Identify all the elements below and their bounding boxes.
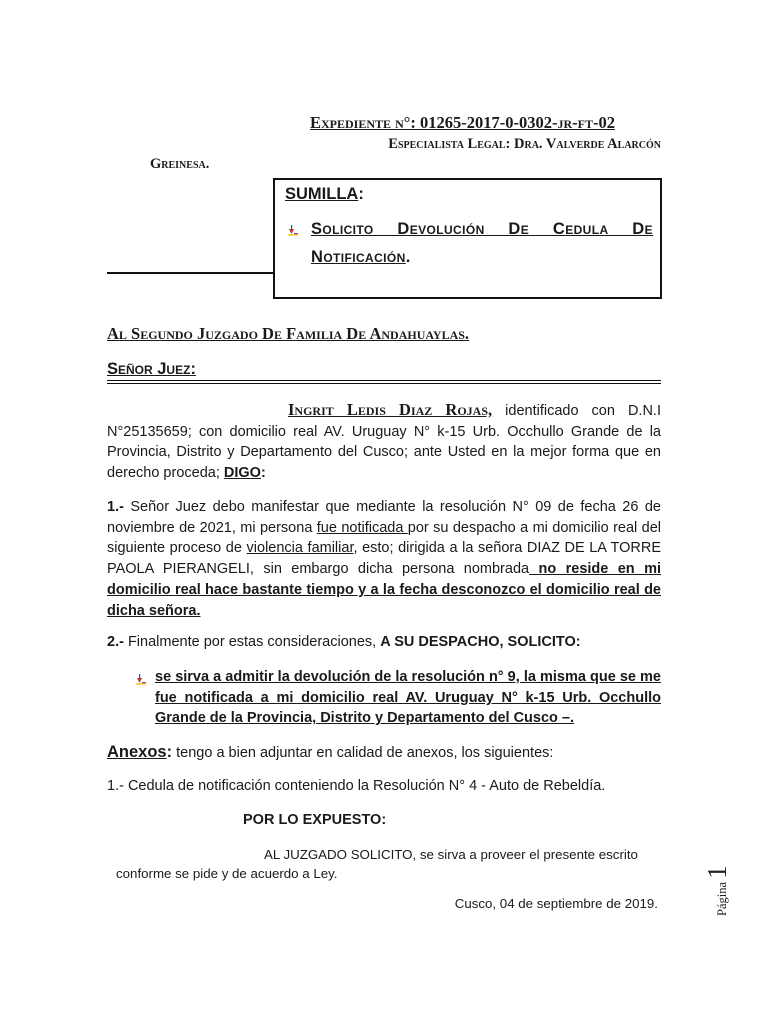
point-1-paragraph xyxy=(107,497,661,621)
point-2-text: Finalmente por estas consideraciones, xyxy=(123,634,381,650)
digo-label: DIGO xyxy=(223,465,261,482)
especialista-legal: Especialista Legal: Dra. Valverde Alarcón xyxy=(388,136,661,152)
double-rule xyxy=(107,380,661,384)
especialista-legal-continued: Greinesa. xyxy=(150,156,210,172)
point-1-underlined-b: violencia familiar xyxy=(246,540,354,557)
anexos-line xyxy=(107,743,553,762)
point-1-text-a: Señor Juez debo manifestar que mediante la resolución N° 09 de fecha 26 de noviembre de 2021, mi persona xyxy=(107,499,661,536)
anexos-text: tengo a bien adjuntar en calidad de anexos, los siguientes: xyxy=(172,745,554,761)
point-2-paragraph xyxy=(107,632,661,653)
digo-colon: : xyxy=(260,465,266,482)
point-1-number: 1.- xyxy=(107,499,124,515)
judge-salutation xyxy=(107,360,196,379)
sumilla-box xyxy=(273,178,662,299)
intro-paragraph xyxy=(107,400,661,484)
place-date: Cusco, 04 de septiembre de 2019. xyxy=(454,896,658,911)
anexos-colon: : xyxy=(166,743,173,761)
closing-line-2: conforme se pide y de acuerdo a Ley. xyxy=(116,866,338,881)
point-2-emphasis: A SU DESPACHO, SOLICITO: xyxy=(380,634,581,650)
court-addressee: Al Segundo Juzgado De Familia De Andahuaylas. xyxy=(107,324,470,343)
page-number-block xyxy=(700,858,730,918)
sumilla-line-2 xyxy=(311,243,653,271)
page-label: Página xyxy=(715,878,729,916)
judge-label: Señor Juez xyxy=(107,360,191,378)
arrow-bullet-icon xyxy=(287,224,299,236)
closing-request xyxy=(116,845,661,883)
point-1-underlined-a: fue notificada xyxy=(316,519,408,536)
point-1-text-b: por su despacho a mi domicilio real del siguiente proceso de xyxy=(107,519,661,557)
sumilla-title xyxy=(285,185,364,204)
judge-colon: : xyxy=(190,360,196,378)
por-lo-expuesto: POR LO EXPUESTO: xyxy=(243,812,387,828)
sumilla-label: SUMILLA xyxy=(285,185,359,203)
point-2-number: 2.- xyxy=(107,634,124,650)
header-rule xyxy=(107,272,273,274)
request-text: se sirva a admitir la devolución de la resolución n° 9, la misma que se me fue notificada a mi domicilio real AV. Uruguay N° k-15 Urb. Occhullo Grande de la Provincia, Distrito y Departamento del Cusco –. xyxy=(155,669,661,727)
anexo-item-1: 1.- Cedula de notificación conteniendo la Resolución N° 4 - Auto de Rebeldía. xyxy=(107,778,606,794)
arrow-bullet-icon xyxy=(135,673,147,685)
anexos-label: Anexos xyxy=(107,743,167,761)
page-number xyxy=(702,865,733,916)
sumilla-text xyxy=(311,215,653,271)
expediente-number: Expediente n°: 01265-2017-0-0302-jr-ft-02 xyxy=(310,113,615,132)
point-1-text-c: , esto; dirigida a la señora DIAZ DE LA TORRE PAOLA PIERANGELI, sin embargo dicha persona nombrada xyxy=(107,540,661,578)
petitioner-name: Ingrit Ledis Diaz Rojas, xyxy=(288,400,493,419)
page-number-value: 1 xyxy=(702,865,732,879)
sumilla-colon: : xyxy=(358,185,364,203)
sumilla-line-1: Solicito Devolución De Cedula De xyxy=(311,220,653,238)
closing-line-1: AL JUZGADO SOLICITO, se sirva a proveer el presente escrito xyxy=(264,847,638,862)
sumilla-line-2-end: . xyxy=(405,248,411,266)
intro-text: identificado con D.N.I N°25135659; con domicilio real AV. Uruguay N° k-15 Urb. Occhullo Grande de la Provincia, Distrito y Departamento del Cusco; ante Usted en la mejor forma que en derecho proceda; xyxy=(107,403,661,482)
point-1-emphasis: no reside en mi domicilio real hace bastante tiempo y a la fecha desconozco el domicilio real de dicha señora. xyxy=(107,561,661,619)
sumilla-line-2-text: Notificación xyxy=(311,248,406,266)
